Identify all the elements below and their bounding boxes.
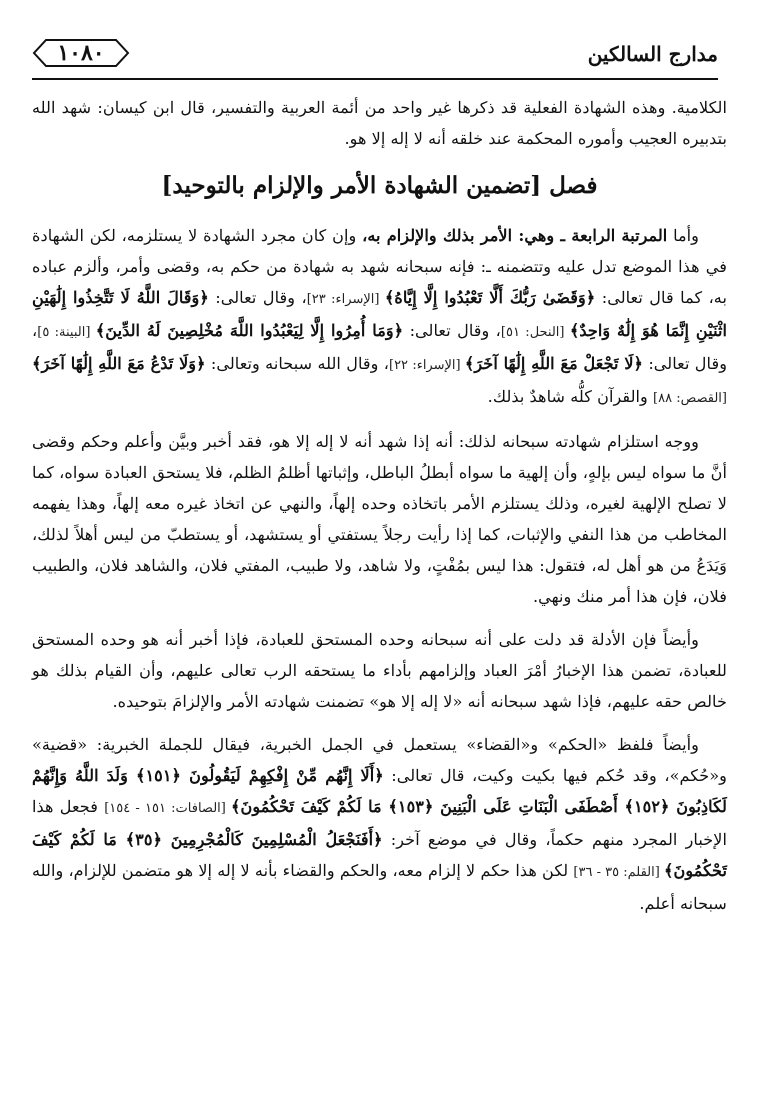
paragraph-4 (32, 729, 727, 919)
page-number-frame (32, 38, 130, 68)
text-run: والقرآن كلُّه شاهدٌ بذلك. (487, 387, 654, 406)
verse-reference: [الإسراء: ٢٣] (306, 292, 385, 307)
quran-verse: ﴿أَلَا إِنَّهُم مِّنْ إِفْكِهِمْ لَيَقُولُونَ ﴿١٥١﴾ وَلَدَ اللَّهُ وَإِنَّهُمْ لَكَاذِبُونَ ﴿١٥٢﴾ أَصْطَفَى الْبَنَاتِ عَلَى الْبَنِينَ ﴿١٥٣﴾ مَا لَكُمْ كَيْفَ تَحْكُمُونَ﴾ (32, 766, 727, 816)
page-body (32, 92, 727, 931)
bold-run: المرتبة الرابعة ـ وهي: الأمر بذلك والإلزام به، (362, 226, 668, 245)
text-run: لكن هذا حكم لا إلزام معه، والحكم والقضاء بأنه لا إله إلا هو متضمن للإلزام، والله سبحانه أعلم. (32, 861, 727, 913)
text-run: ووجه استلزام شهادته سبحانه لذلك: أنه إذا شهد أنه لا إله إلا هو، فقد أخبر وبيَّن وأعلم وحكم وقضى أنَّ ما سواه ليس بإلهٍ، وأن إلهية ما سواه أبطلُ الباطل، وإثباتها أظلمُ الظلم، فلا يستحق العبادة سواه، كما لا تصلح الإلهية لغيره، وذلك يستلزم الأمر باتخاذه وحده إلهاً، والنهي عن اتخاذ غيره معه إلهاً، وهذا يفهمه المخاطب من هذا النفي والإثبات، كما إذا رأيت رجلاً يستفتي أو يستشهد، أو يستطبّ من ليس أهلاً لذلك، وَيَدَعُ من هو أهل له، فتقول: هذا ليس بمُفْتٍ، ولا شاهد، ولا طبيب، المفتي فلان، والشاهد فلان، والطبيب فلان، فإن هذا أمر منك ونهي. (32, 432, 727, 606)
verse-reference: [الصافات: ١٥١ - ١٥٤] (104, 801, 232, 816)
quran-verse: ﴿أَفَنَجْعَلُ الْمُسْلِمِينَ كَالْمُجْرِمِينَ ﴿٣٥﴾ مَا لَكُمْ كَيْفَ تَحْكُمُونَ﴾ (32, 830, 727, 880)
verse-reference: [القصص: ٨٨] (653, 391, 727, 406)
intro-text: الكلامية. وهذه الشهادة الفعلية قد ذكرها غير واحد من أئمة العربية والتفسير، قال ابن كيسان: شهد الله بتدبيره العجيب وأموره المحكمة عند خلقه أنه لا إله إلا هو. (32, 98, 727, 148)
text-run: وأيضاً فلفظ «الحكم» و«القضاء» يستعمل في الجمل الخبرية، فيقال للجملة الخبرية: «قضية» و«حُكم»، وقد حُكم فيها بكيت وكيت، قال تعالى: (32, 735, 727, 785)
intro-paragraph (32, 92, 727, 154)
verse-reference: [القلم: ٣٥ - ٣٦] (573, 865, 664, 880)
text-run: فجعل هذا الإخبار المجرد منهم حكماً، وقال في موضع آخر: (32, 797, 727, 849)
verse-reference: [النحل: ٥١] (500, 325, 570, 340)
paragraph-3 (32, 624, 727, 717)
quran-verse: ﴿وَقَضَىٰ رَبُّكَ أَلَّا تَعْبُدُوا إِلَّا إِيَّاهُ﴾ (384, 288, 596, 307)
quran-verse: ﴿وَمَا أُمِرُوا إِلَّا لِيَعْبُدُوا اللَّهَ مُخْلِصِينَ لَهُ الدِّينَ﴾ (95, 321, 404, 340)
quran-verse: ﴿وَلَا تَدْعُ مَعَ اللَّهِ إِلَٰهًا آخَرَ﴾ (32, 354, 206, 373)
verse-reference: [البينة: ٥] (37, 325, 96, 340)
text-run: وأما (667, 226, 699, 245)
text-run: ، وقال تعالى: (403, 321, 501, 340)
quran-verse: ﴿وَقَالَ اللَّهُ لَا تَتَّخِذُوا إِلَٰهَيْنِ اثْنَيْنِ إِنَّمَا هُوَ إِلَٰهٌ وَاحِدٌ﴾ (32, 288, 727, 340)
running-title: مدارج السالكين (587, 42, 718, 66)
page-number: ١٠٨٠ (57, 40, 105, 66)
text-run: وأيضاً فإن الأدلة قد دلت على أنه سبحانه وحده المستحق للعبادة، فإذا أخبر أنه هو وحده المستحق للعبادة، تضمن هذا الإخبارُ أمْرَ العباد وإلزامهم بأداء ما يستحقه الرب تعالى عليهم، وأن القيام بذلك هو خالص حقه عليهم، فإذا شهد سبحانه أنه «لا إله إلا هو» تضمنت شهادته الأمر والإلزامَ بتوحيده. (32, 630, 727, 711)
text-run: ، وقال تعالى: (208, 288, 307, 307)
text-run: وإن كان مجرد الشهادة لا يستلزمه، لكن الشهادة في هذا الموضع تدل عليه وتتضمنه ـ: فإنه سبحانه شهد به شهادة من حكم به، وقضى وأمر، وألزم عباده به، كما قال تعالى: (32, 226, 727, 307)
paragraph-1 (32, 220, 727, 414)
text-run: ، وقال الله سبحانه وتعالى: (205, 354, 389, 373)
text-run: ، وقال تعالى: (32, 321, 728, 373)
verse-reference: [الإسراء: ٢٢] (389, 358, 465, 373)
quran-verse: ﴿لَا تَجْعَلْ مَعَ اللَّهِ إِلَٰهًا آخَرَ﴾ (464, 354, 644, 373)
page-header (32, 38, 718, 80)
paragraph-2 (32, 426, 727, 612)
section-heading: فصل [تضمين الشهادة الأمر والإلزام بالتوحيد] (161, 172, 598, 199)
